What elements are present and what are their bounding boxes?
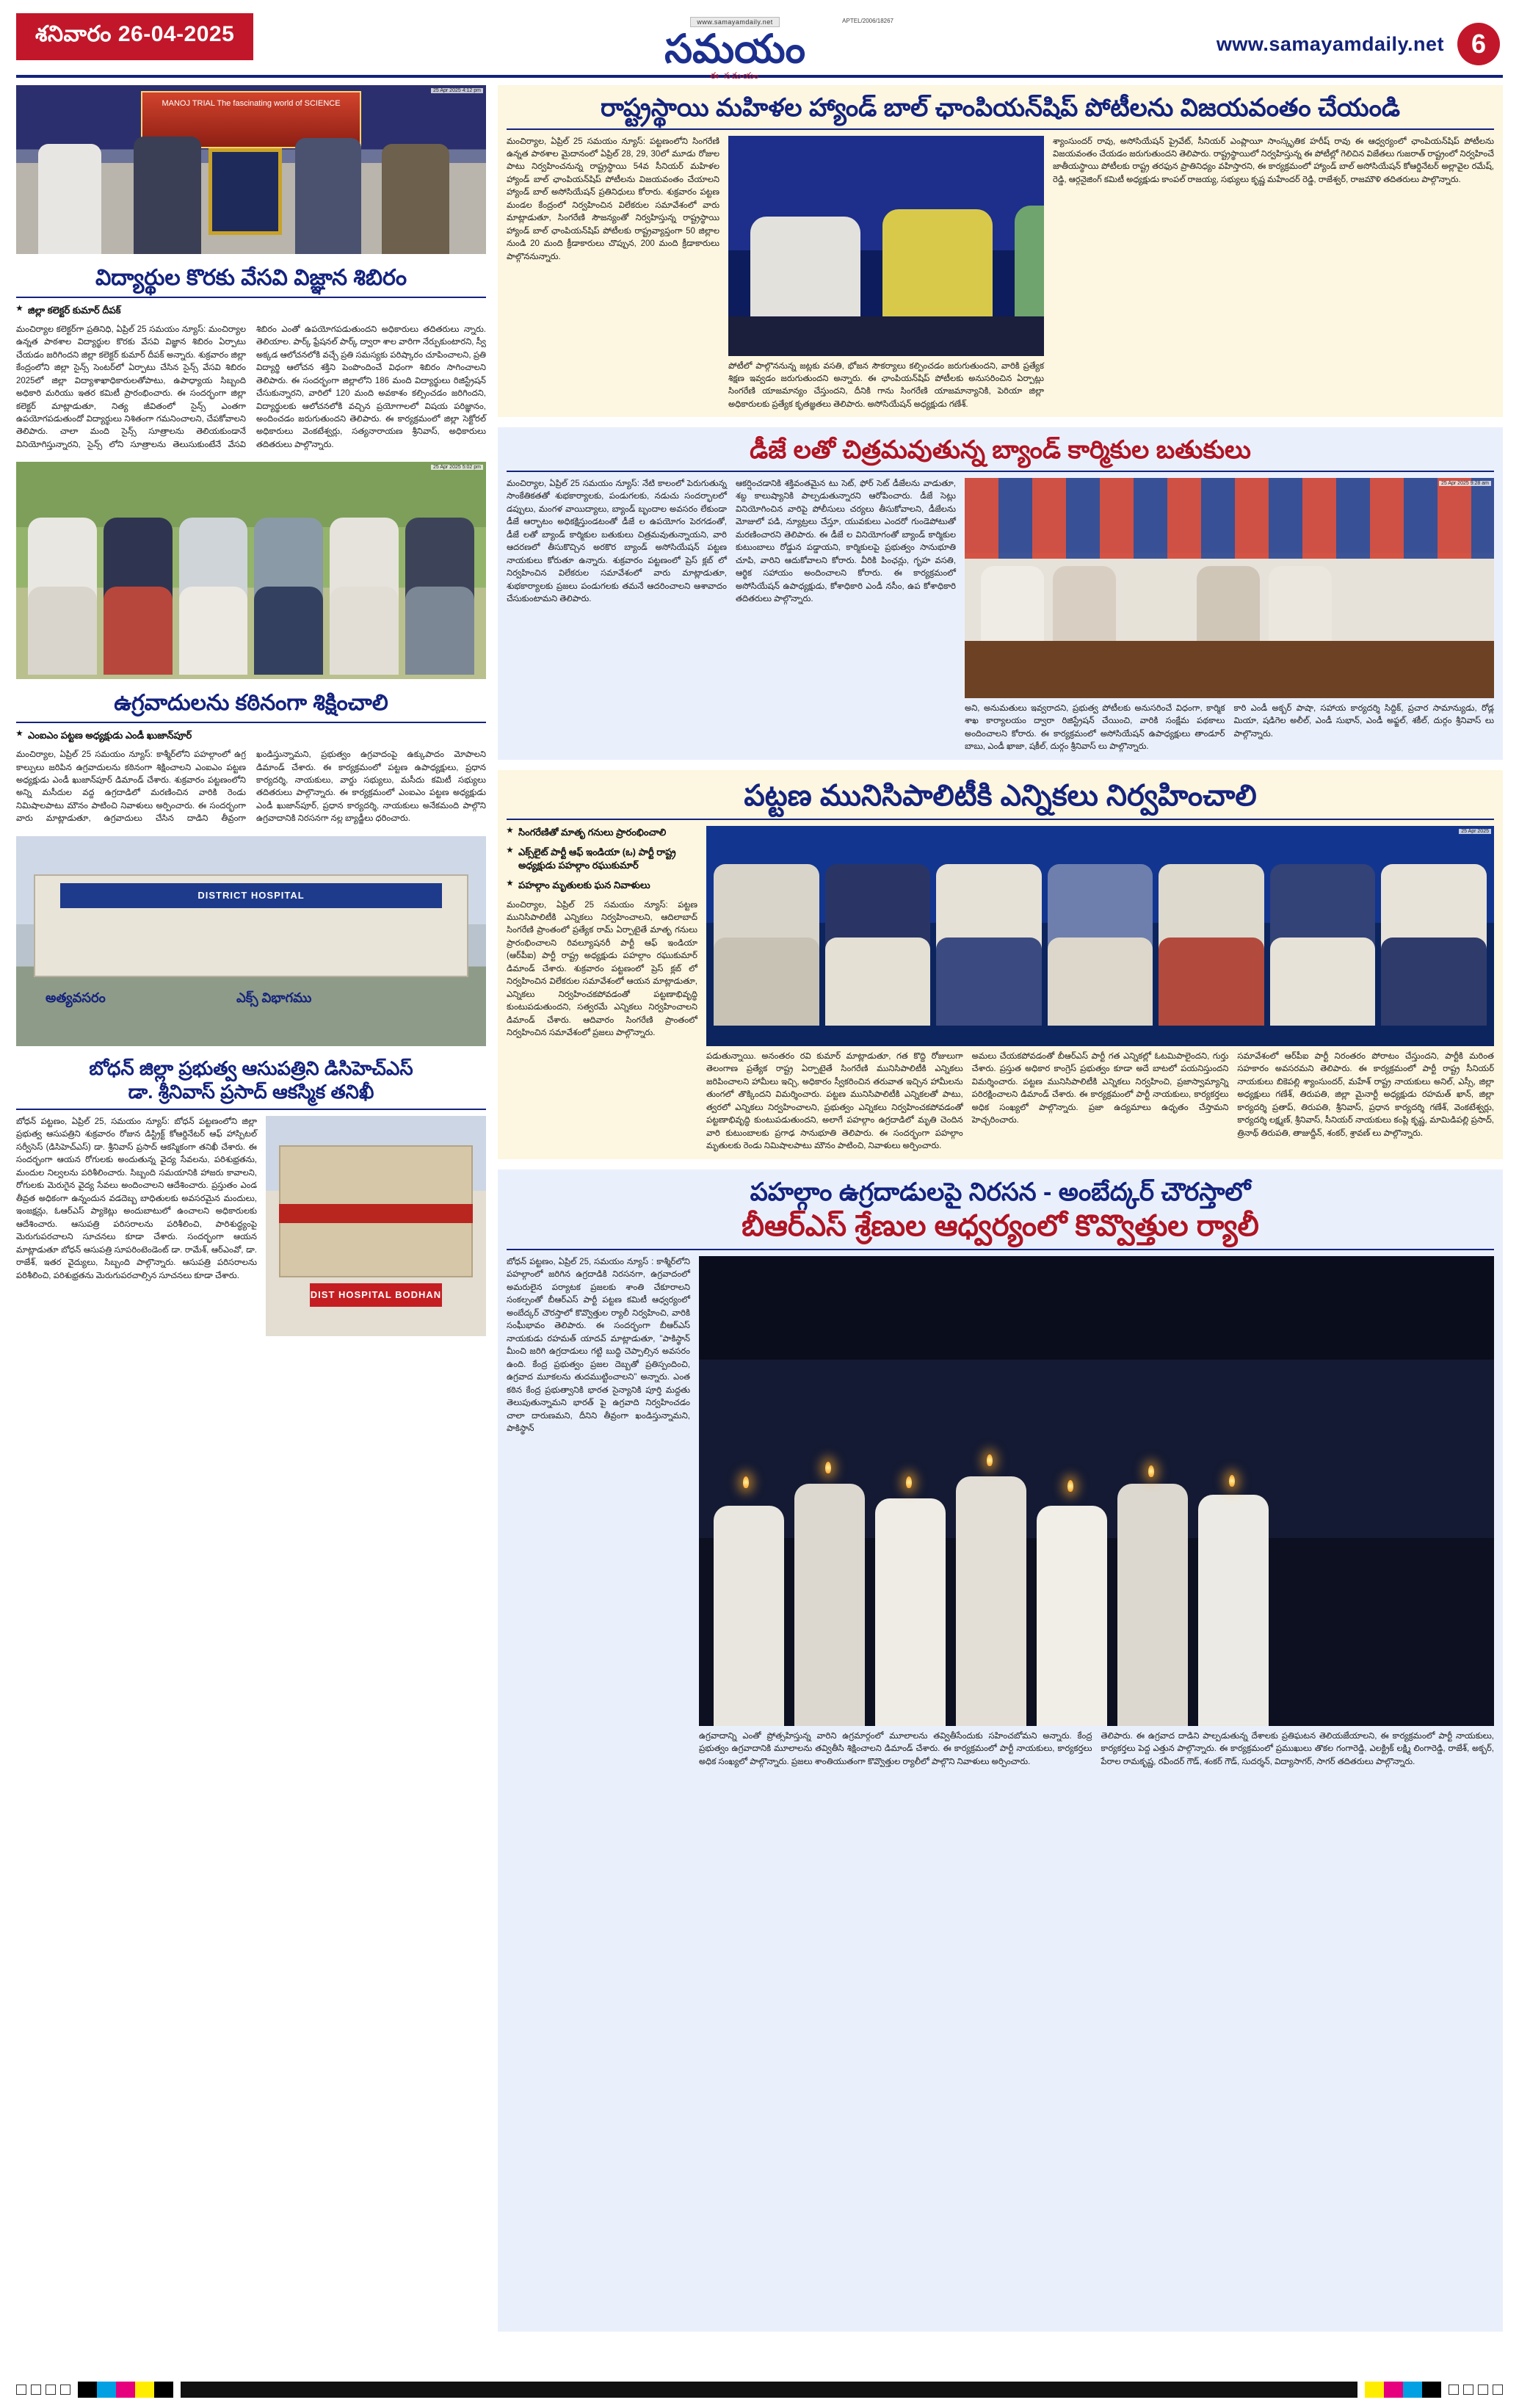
photo-row-front [714, 938, 1487, 1026]
headline-terrorists-punishment: ఉగ్రవాదులను కఠినంగా శిక్షించాలి [114, 691, 388, 716]
article-science-camp [16, 264, 486, 452]
photo-district-hospital [16, 836, 486, 1046]
photo-candle-rally [699, 1256, 1494, 1726]
article-candle-rally [498, 1169, 1503, 2332]
headline-municipality: పట్టణ మునిసిపాలిటీకి ఎన్నికలు నిర్వహించాలి [744, 779, 1257, 812]
photo-timestamp: 25 Apr 2025 9:28 am [1439, 481, 1491, 486]
black-density-bar [181, 2382, 1357, 2398]
bullets-municipality [507, 826, 697, 893]
body-rally-col2: ఉగ్రవాదాన్ని ఎంతో ప్రోత్సహిస్తున్న వారిని ఉగ్రమార్గంలో మూలాలను తవ్వితీసేందుకు సహించబోమని అన్నారు. కేంద్ర ప్రభుత్వం ఉగ్రవాదానికి మూలాలను తవ్వితీసి శిక్షించాలని డిమాండ్ చేశారు. ఈ కార్యక్రమంలో పార్టీ నాయకులు, కార్యకర్తలు అధిక సంఖ్యలో పాల్గొన్నారు. ప్రజలు శాంతియుతంగా కొవ్వొత్తుల ర్యాలీలో పాల్గొని నివాళులు అర్పించారు. [699, 1732, 1092, 1766]
bullet-item: ★ ఎంఐఎం పట్టణ అధ్యక్షుడు ఎండీ ఖుజాన్‌పూర్ [16, 729, 486, 742]
registration-marks-right [1449, 2385, 1503, 2395]
body-terrorists-punishment: మంచిర్యాల, ఏప్రిల్ 25 సమయం న్యూస్: కాశ్మీర్‌లోని పహల్గాంలో ఉగ్ర కాల్పులు జరిపిన ఉగ్రవాదులను కఠినంగా శిక్షించాలని ఎంఐఎం పట్టణ అధ్యక్షుడు ఎండీ ఖుజాన్‌పూర్ డిమాండ్ చేశారు. శుక్రవారం పట్టణంలోని అన్ని మసీదుల వద్ద ఉగ్రదాడిలో మరణించిన వారికి రెండు నిమిషాలపాటు మౌనం పాటించి నివాళులు అర్పించారు. ఈ సందర్భంగా వారు మాట్లాడుతూ, ఉగ్రవాదులు చేసిన దాడిని తీవ్రంగా ఖండిస్తున్నామని, ప్రభుత్వం ఉగ్రవాదంపై ఉక్కుపాదం మోపాలని డిమాండ్ చేశారు. ఈ కార్యక్రమంలో పట్టణ ఉపాధ్యక్షులు, ప్రధాన కార్యదర్శి, నాయకులు, వార్డు సభ్యులు, మసీదు కమిటీ సభ్యులు తదితరులు పాల్గొన్నారు. ఈ కార్యక్రమంలో ఎంఐఎం పట్టణ అధ్యక్షుడు ఎండీ ఖుజాన్‌పూర్, ప్రధాన కార్యదర్శి, నాయకులు అనేకమంది పాల్గొని ఉగ్రవాదానికి నిరసనగా నల్ల బ్యాడ్జీలు ధరించారు. [16, 750, 486, 824]
photo-party-meeting [706, 826, 1494, 1046]
masthead [16, 13, 1503, 81]
body-dj-col4: కారి ఎండీ అక్బర్ పాషా, సహాయ కార్యదర్శి సిద్దిక్, ప్రచార సామాన్యుడు, రోడ్ల మియా, షడిగెల అలీల్, ఎండీ సుభాన్, ఎండీ అఫ్జల్, శకీల్, దుర్గం శ్రీనివాస్ లు పాల్గొన్నారు. [1233, 703, 1494, 739]
paper-logo-subtitle: ఈ సమయం [710, 70, 761, 81]
bullet-item: ★ పహల్గాం మృతులకు ఘన నివాళులు [507, 879, 697, 892]
photo-banner-text: MANOJ TRIAL The fascinating world of SCIENCE [141, 91, 361, 148]
cmyk-color-bar [78, 2382, 173, 2398]
article-municipality [498, 770, 1503, 1159]
photo-handball-press-meet [728, 136, 1044, 356]
article-hospital-inspection [16, 1056, 486, 1336]
headline-dj-band: డీజే లతో చిత్రమవుతున్న బ్యాండ్ కార్మికుల బతుకులు [750, 436, 1251, 465]
page-grid [16, 85, 1503, 2332]
article-terrorists-punishment [16, 689, 486, 826]
hospital-caption-right: ఎక్స్ విభాగము [236, 990, 312, 1005]
headline-hospital-inspection-line2: డా. శ్రీనివాస్ ప్రసాద్ ఆకస్మిక తనిఖీ [128, 1081, 374, 1103]
left-column [16, 85, 486, 2332]
body-municipality-col4: సమావేశంలో ఆర్‌పీఐ పార్టీ నిరంతరం పోరాటం చేస్తుందని, పార్టీకి మరింత సహకారం అవసరమని తెలిపారు. ఈ కార్యక్రమంలో పార్టీ రాష్ట్ర సీనియర్ నాయకులు బికెపల్లి శ్యాంసుందర్, మహేశ్ రాష్ట్ర నాయకులు అనిల్, ఎస్సీ, జిల్లా అధ్యక్షులు గణేశ్, తిరుపతి, జిల్లా మైనార్టీ అధ్యక్షుడు రహమత్ ఖాన్, జిల్లా కార్యదర్శి ప్రతాప్, తిరుపతి, శ్రీనివాస్, ప్రధాన కార్యదర్శి గణేశ్, వెంకటేశ్వర్లు, కార్యదర్శి లక్ష్మణ్, శ్రీనివాస్, సీనియర్ నాయకులు కంప్లి కృష్ణ, మామిడిపల్లి ప్రసాద్, త్రినాథ్ తిరుపతి, తాజుద్దీన్, శంకర్, శ్రావణ్ లు పాల్గొన్నారు. [1237, 1051, 1495, 1138]
photo-dj-band-press-meet [965, 478, 1494, 698]
photo-mosque-gathering [16, 462, 486, 679]
bullet-item: ★ సింగరేణితో మాతృ గనులు ప్రారంభించాలి [507, 826, 697, 839]
body-dj-col3: అని, అనుమతులు ఇవ్వరాదని, ప్రభుత్వ పోటీలకు అనుసరించే విధంగా, కార్మిక శాఖ కార్యాలయం ద్వారా రిజిస్ట్రేషన్ చేయించి, వారికి సంక్షేమ పథకాలు అందించాలని కోరారు. ఈ కార్యక్రమంలో అసోసియేషన్ ఉపాధ్యక్షులు తాండూర్ బాబు, ఎండీ ఖాజా, షకీల్, దుర్గం శ్రీనివాస్ లు పాల్గొన్నారు. [965, 703, 1225, 752]
right-column [498, 85, 1503, 2332]
photo-science-camp [16, 85, 486, 254]
photo-timestamp: 25 Apr 2025 [1459, 829, 1491, 834]
body-handball-col2: పోటీలో పాల్గొననున్న జట్లకు వసతి, భోజన సౌకర్యాలు కల్పించడం జరుగుతుందని, వారికి ప్రత్యేక శిక్షణ ఇవ్వడం జరుగుతుందని అన్నారు. ఈ ఛాంపియన్‌షిప్ పోటీలకు అనుసరించిన ఏర్పాట్లు సింగరేణి యాజమాన్యం చేస్తుందని, దీనికి గాను సింగరేణి యాజమాన్యానికి, పెరియా జిల్లా అధికారులకు ప్రత్యేక కృతజ్ఞతలు తెలిపారు. అసోసియేషన్ అధ్యక్షుడు గణేశ్. [728, 361, 1044, 409]
website-url: www.samayamdaily.net [1216, 32, 1444, 55]
photo-timestamp: 25 Apr 2025 5:02 pm [431, 465, 483, 470]
masthead-right [1217, 13, 1503, 75]
body-science-camp: మంచిర్యాల కలెక్టర్‌గా ప్రతినిధి, ఏప్రిల్ 25 సమయం న్యూస్: మంచిర్యాల ఉన్నత పాఠశాల విద్యార్థుల కొరకు వేసవి విజ్ఞాన శిబిరం ఏర్పాటు చేయడం జరిగిందని జిల్లా కలెక్టర్ కుమార్ దీపక్ అన్నారు. శుక్రవారం జిల్లా కేంద్రంలోని జిల్లా సైన్స్ సెంటర్‌లో ఏర్పాటు చేసిన సైన్స్ వేసవి శిబిరం 2025లో జిల్లా విద్యాశాఖాధికారులతోపాటు, ఉపాధ్యాయ సిబ్బంది అధికారి మరియు ఇతర కమిటీ ప్రారంభించారు. ఈ సందర్భంగా జిల్లా కలెక్టర్ మాట్లాడుతూ, నిత్య జీవితంలో సైన్స్ ఎంతగా ఉపయోగపడుతుందో విద్యార్థులు నిశితంగా గమనించాలని, చేపకోవాలని తెలిపారు. చాలా మంది సైన్స్ సూత్రాలను తెలియకుండానే వినియోగిస్తున్నారని, సైన్స్ లోని సూత్రాలను తెలుసుకుంటేనే వేసవి శిబిరం ఎంతో ఉపయోగపడుతుందని అధికారులు తదితరులు న్నారు. తెలియాల. పార్క్ ఫ్రేషనల్ పార్క్ ద్వారా శాల వారిగా నేర్పుకుంటారని, స్వీ అక్కడ ఆలోచనలోకి వచ్చే ప్రతి సమస్యకు పరిష్కారం చూపించాలని, ప్రతి విద్యార్థి ఆలోచన శక్తిని పెంపొందించే విధంగా శిబిరం సాగించాలని తెలిపారు. ఈ సందర్భంగా జిల్లాలోని 186 మంది విద్యార్థులు రిజిస్ట్రేషన్ చేసుకున్నారని, వారిలో 120 మంది అవకాశం కల్పించడం జరిగిందని, విద్యార్థులకు ఆలోచనలోకి వచ్చిన ప్రయోగాలలో విషయ పరిజ్ఞానం, అందించడం జరుగుతుందని తెలిపారు. ఈ కార్యక్రమంలో జిల్లా సెక్టోరల్ అధికారులు వెంకటేశ్వర్లు, సత్యనారాయణ శ్రీనివాస్, అధికారులు తదితరులు పాల్గొన్నారు. [16, 324, 486, 449]
body-handball-col1: మంచిర్యాల, ఏప్రిల్ 25 సమయం న్యూస్: పట్టణంలోని సింగరేణి ఉన్నత పాఠశాల మైదానంలో ఏప్రిల్ 28, 29, 30లో మూడు రోజుల పాటు నిర్వహించనున్న రాష్ట్రస్థాయి 54వ సీనియర్ మహిళల హ్యాండ్ బాల్ ఛాంపియన్‌షిప్ పోటీలను విజయవంతం చేయాలని హ్యాండ్ బాల్ అసోసియేషన్ ప్రతినిధులు కోరారు. శుక్రవారం పట్టణ మండల కేంద్రంలో నిర్వహించిన విలేకరుల సమావేశంలో వారు మాట్లాడుతూ, సింగరేణి సౌజన్యంతో నిర్వహిస్తున్న రాష్ట్రస్థాయి హ్యాండ్ బాల్ ఛాంపియన్‌షిప్ పోటీలకు రాష్ట్రవ్యాప్తంగా 50 జిల్లాల నుండి 20 మంది క్రీడాకారులు చొప్పున, 200 మంది క్రీడాకారులు పాల్గొననున్నారు. [507, 137, 719, 261]
paper-logo-title: సమయం [664, 27, 806, 71]
body-handball-col3: శ్యాంసుందర్ రావు, అసోసియేషన్ ప్రైవేట్, సీనియర్ ఎంప్లాయీ సాంస్కృతిక హరీష్ రావు ఈ ఆధ్వర్యంలో ఛాంపియన్‌షిప్ పోటీలను విజయవంతం చేయడం జరుగుతుందని తెలిపారు. రాష్ట్రస్థాయిలో నిర్వహిస్తున్న ఈ పోటీల్లో గెలిచిన విజేతలు గుజరాత్ రాష్ట్రంలో నిర్వహించే జాతీయస్థాయి పోటీలకు రాష్ట్ర తరఫున ప్రాతినిధ్యం వహిస్తారని, ఈ కార్యక్రమంలో హ్యాండ్ బాల్ అసోసియేషన్ కోఆర్డినేటర్ అల్లావైల రమేష్, రెడ్డి, ఆర్గనైజింగ్ కమిటీ అధ్యక్షుడు కాంపల్ రాజయ్య, సభ్యులు కృష్ణ మహేందర్ రెడ్డి, రాజేశ్వర్, రాజమౌళి తదితరులు పాల్గొన్నారు. [1053, 137, 1494, 184]
hospital2-sign: DIST HOSPITAL BODHAN [310, 1283, 442, 1307]
hospital-caption-left: అత్యవసరం [46, 990, 106, 1005]
photo-timestamp: 25 Apr 2025 4:12 pm [431, 88, 483, 93]
bullets-terrorists-punishment [16, 729, 486, 742]
publication-date: శనివారం 26-04-2025 [16, 13, 253, 60]
body-hospital-inspection: బోధన్ పట్టణం, ఏప్రిల్ 25, సమయం న్యూస్: బోధన్ పట్టణంలోని జిల్లా ప్రభుత్వ ఆసుపత్రిని శుక్రవారం రోజున డిస్ట్రిక్ట్ కోఆర్డినేటర్ ఆఫ్ హాస్పిటల్ సర్వీసెస్ (డిసిహెచ్ఎస్) డా. శ్రీనివాస్ ప్రసాద్ ఆకస్మికంగా తనిఖీ చేశారు. ఈ సందర్భంగా ఆయన రోగులకు అందుతున్న వైద్య సేవలను, పరిశుభ్రతను, మందుల నిల్వలను పరిశీలించారు. సిబ్బంది సమయానికి హాజరు కావాలని, రోగులకు మెరుగైన వైద్య సేవలు అందించాలని ఆదేశించారు. ప్రస్తుతం ఎండ తీవ్రత అధికంగా ఉన్నందున వడదెబ్బ బాధితులకు అవసరమైన మందులు, ఇంజక్షన్లు, ఓఆర్ఎస్ ప్యాకెట్లు అందుబాటులో ఉంచాలని అధికారులకు ఆదేశించారు. ఆసుపత్రి పరిసరాలను పరిశీలించి, పారిశుద్ధ్యంపై మెరుగుపరచాలని సూచనలు కూడా చేశారు. సందర్భంగా ఆయన మాట్లాడుతూ బోధన్ ఆసుపత్రి సూపరింటెండెంట్ డా. రామేశ్, ఆర్ఎంవో, డా. రాజేశ్, ఇతర వైద్యులు, సిబ్బంది పాల్గొన్నారు. ఆసుపత్రి పరిసరాలను పరిశీలించి, పరిశుభ్రతను మెరుగుపరచాల్సిన సూచనలు కూడా చేశారు. [16, 1117, 257, 1280]
photo-row-front [28, 587, 474, 675]
hospital-sign: DISTRICT HOSPITAL [60, 883, 442, 908]
headline-handball: రాష్ట్రస్థాయి మహిళల హ్యాండ్ బాల్ ఛాంపియన్‌షిప్ పోటీలను విజయవంతం చేయండి [600, 94, 1401, 122]
bullet-item: ★ జిల్లా కలెక్టర్ కుమార్ దీపక్ [16, 304, 486, 317]
body-dj-col2: ఆకర్షించడానికి శక్తివంతమైన టు సెట్, ఫోర్ సెట్ డీజేలను వాడుతూ, శబ్ద కాలుష్యానికి పాల్పడుతున్నారని ఆరోపించారు. డీజే సెట్లు వినియోగించిన వారిపై పోలీసులు చర్యలు తీసుకోవాలని, డీజేలను మోజులో పడి, న్యూట్రలు చేస్తూ, యువకులు ఎందరో గుండెపోటుతో మరణించారని తెలిపారు. ఈ డీజే ల వినియోగంతో బ్యాండ్ కార్మికుల కుటుంబాలు రోడ్డున పడ్డాయని, కార్మికులపై ప్రభుత్వం సానుభూతి చూపి, వారిని ఆదుకోవాలని కోరారు. వీరికి పింఛన్లు, గృహ వసతి, ఆర్థిక సహాయం అందించాలని కోరారు. ఈ కార్యక్రమంలో అసోసియేషన్ ఉపాధ్యక్షుడు, కోశాధికారి ఎండీ నసీం, ఉప కోశాధికారి తదితరులు పాల్గొన్నారు. [736, 479, 956, 604]
bullets-science-camp [16, 304, 486, 317]
headline-candle-rally-line2: బీఆర్ఎస్ శ్రేణుల ఆధ్వర్యంలో కొవ్వొత్తుల ర్యాలీ [742, 1210, 1259, 1242]
bullet-item: ★ ఎక్స్‌లైట్ పార్టీ ఆఫ్ ఇండియా (ఒ) పార్టీ రాష్ట్ర అధ్యక్షుడు పహల్గాం రఘుకుమార్ [507, 846, 697, 872]
framed-portrait [209, 148, 282, 235]
print-registration-bar [16, 2380, 1503, 2399]
headline-candle-rally-line1: పహల్గాం ఉగ్రదాడులపై నిరసన - అంబేద్కర్ చౌరస్తాలో [750, 1178, 1251, 1206]
edition-note: APTEL/2006/18267 [842, 18, 894, 24]
page-number-badge: 6 [1457, 23, 1500, 65]
headline-science-camp: విద్యార్థుల కొరకు వేసవి విజ్ఞాన శిబిరం [95, 266, 407, 290]
body-municipality-col2: పడుతున్నాయి. అనంతరం రవి కుమార్ మాట్లాడుతూ, గత కొద్ది రోజులుగా తెలంగాణ ప్రత్యేక రాష్ట్ర ఏర్పాటైతే సింగరేణి మునిసిపాలిటీకి ఎన్నికలు జరిపించాలని హామీలు ఇచ్చి, అధికారం స్వీకరించిన తరువాత ఇచ్చిన హామీలను తుంగలో తొక్కిందని విమర్శించారు. పట్టణ మునిసిపాలిటీకి ఎన్నికలతో పాటు, త్వరలో ఎన్నికలు నిర్వహించాలని, ప్రభుత్వం ఎన్నికలు నిర్వహించకపోవడంతో పట్టణాభివృద్ధి కుంటుపడుతుందని, అలాగే పహల్గాం ఉగ్రదాడిలో మృతి చెందిన వారి కుటుంబాలకు ప్రగాఢ సానుభూతి తెలిపారు. ఈ సందర్భంగా పహల్గాం మృతులకు రెండు నిమిషాలపాటు మౌనం పాటించి, నివాళులు అర్పించారు. [706, 1051, 963, 1151]
body-rally-col1: బోధన్ పట్టణం, ఏప్రిల్ 25, సమయం న్యూస్ : కాశ్మీర్‌లోని పహల్గాంలో జరిగిన ఉగ్రదాడికి నిరసనగా, ఉగ్రవాదంలో అమరులైన పర్యాటక ప్రజలకు శాంతి చేకూరాలని సంకల్పంతో బీఆర్ఎస్ పార్టీ పట్టణ కమిటీ ఆధ్వర్యంలో అంబేద్కర్ చౌరస్తాలో కొవ్వొత్తుల ర్యాలీ నిర్వహించి, వారికి సంఘీభావం తెలిపారు. ఈ సందర్భంగా బీఆర్ఎస్ నాయకుడు రహమత్ యాదవ్ మాట్లాడుతూ, "పాకిస్థాన్ మీంచి జరిగి ఉగ్రదాడులు గట్టి బుద్ధి చెప్పాల్సిన అవసరం ఉంది. కేంద్ర ప్రభుత్వం ప్రజల దెబ్బతో ప్రతిస్పందించి, ఉగ్రవాద మూకలను తుదముట్టించాలని" అన్నారు. ఎంత కఠిన కేంద్ర ప్రభుత్వానికి భారత సైన్యానికి పూర్తి మద్దతు తెలుపుతున్నామని భారత్ పై ఉగ్రవాది నిర్వహించడం చాలా దారుణమని, దీనిని తీవ్రంగా ఖండిస్తున్నామని, పాకిస్థాన్ [507, 1258, 690, 1434]
registration-marks [16, 2385, 70, 2395]
body-rally-col3: తెలిపారు. ఈ ఉగ్రవాద దాడిని పాల్పడుతున్న దేశాలకు ప్రతిఘటన తెలియజేయాలని, ఈ కార్యక్రమంలో పార్టీ నాయకులు, కార్యకర్తలు పెద్ద ఎత్తున పాల్గొన్నారు. ఈ కార్యక్రమంలో ప్రముఖులు తొకల గంగారెడ్డి, ఎలక్ట్రిక్ లక్ష్మి లింగారెడ్డి, రాజేశ్, అక్బర్, పేరాల రామకృష్ణ, రవీందర్ గౌడ్, శంకర్ గౌడ్, సుదర్శన్, విద్యాసాగర్, సాగర్ తదితరులు పాల్గొన్నారు. [1101, 1732, 1494, 1766]
article-handball [498, 85, 1503, 417]
masthead-logo-area [253, 13, 1217, 81]
logo-top-strip: www.samayamdaily.net [690, 17, 779, 27]
headline-hospital-inspection-line1: బోధన్ జిల్లా ప్రభుత్వ ఆసుపత్రిని డిసిహెచ్ఎస్ [89, 1056, 413, 1079]
body-municipality-col1: మంచిర్యాల, ఏప్రిల్ 25 సమయం న్యూస్: పట్టణ మునిసిపాలిటీకి ఎన్నికలు నిర్వహించాలని, ఆదిలాబాద్ సింగరేణి ప్రాంతంలో ప్రత్యేక రామ్ ఏర్పాటైతే మాతృ గనులు ప్రారంభించాలని రివల్యూషనరీ పార్టీ ఆఫ్ ఇండియా (ఆర్‌పీఐ) పార్టీ రాష్ట్ర అధ్యక్షుడు పహల్గాం రఘుకుమార్ డిమాండ్ చేశారు. శుక్రవారం పట్టణంలో ప్రెస్ క్లబ్ లో నిర్వహించిన విలేకరుల సమావేశంలో ఆయన మాట్లాడుతూ, ఎన్నికలు నిర్వహించకపోవడంతో పట్టణాభివృద్ధి కుంటుపడుతుందని, సత్వరమే ఎన్నికలు నిర్వహించాలని డిమాండ్ చేశారు. ఆదివారం సింగరేణి ప్రాంతంలో నిర్వహించిన సమావేశంలో ప్రజలు పాల్గొన్నారు. [507, 900, 697, 1038]
photo-dist-hospital-bodhan [266, 1116, 486, 1336]
cmyk-color-bar-right [1365, 2382, 1441, 2398]
body-municipality-col3: అమలు చేయకపోవడంతో బీఆర్ఎస్ పార్టీ గత ఎన్నికల్లో ఓటమిపాలైందని, గుర్తు చేశారు. ప్రస్తుత అధికార కాంగ్రెస్ ప్రభుత్వం కూడా అదే బాటలో పయనిస్తుందని విమర్శించారు. పట్టణ మునిసిపాలిటీకి ఎన్నికలు నిర్వహించి, ప్రజాస్వామ్యాన్ని పరిరక్షించాలని డిమాండ్ చేశారు. ఈ కార్యక్రమంలో పార్టీ నాయకులు, కార్యకర్తలు అధిక సంఖ్యలో పాల్గొన్నారు. ప్రజా ఉద్యమాలు ఉధృతం చేస్తామని హెచ్చరించారు. [971, 1051, 1229, 1125]
article-dj-band [498, 427, 1503, 759]
body-dj-col1: మంచిర్యాల, ఏప్రిల్ 25 సమయం న్యూస్: నేటి కాలంలో పెరుగుతున్న సాంకేతికతతో శుభకార్యాలకు, పండుగలకు, నడుచు సందర్భాలలో డప్పులు, మంగళ వాయిద్యాలు, బ్యాండ్ బృందాల అవసరం లేకుండా డీజే ఆర్భాటం అధికక్షిస్తుండటంతో డీజే ల ఉపయోగం పెరగడంతో, డీజే లతో బ్యాండ్ కార్మికుల బతుకులు చిత్రమవుతున్నాయని, వారి ఆదరణలో తీసుకొచ్చిన అరకొర బ్యాండ్ అసోసియేషన్ పట్టణ నాయకులు కోరుతూ ఉన్నారు. శుక్రవారం పట్టణంలో ప్రెస్ క్లబ్ లో నిర్వహించిన విలేకరుల సమావేశంలో వారు మాట్లాడుతూ, శుభకార్యాలకు ప్రజలు పండుగలకు తమనే ఆదరించాలని ఆశావాదం చేసుకుంటామని తెలిపారు. [507, 479, 727, 604]
